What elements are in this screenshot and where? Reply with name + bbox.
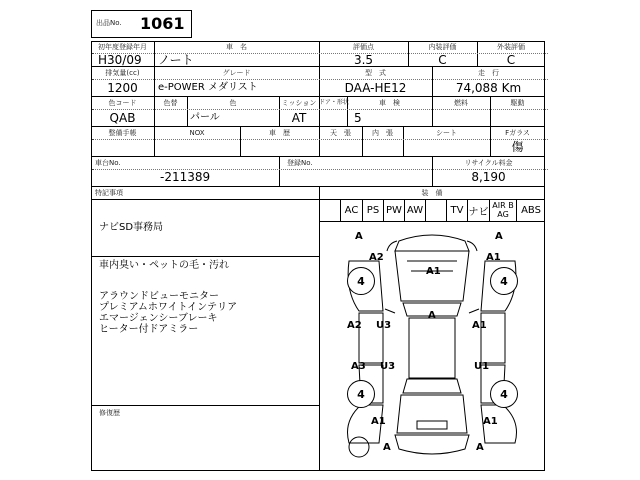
glass-label: Fガラス <box>505 129 530 137</box>
color-change-label: 色替 <box>163 99 178 107</box>
type-value: DAA-HE12 <box>344 81 407 95</box>
inspection-label: 車 検 <box>379 99 400 107</box>
damage-mark-rear-bumper-right: A <box>476 442 484 453</box>
equipment-ac: AC <box>340 199 362 221</box>
drive-label: 駆動 <box>510 99 525 107</box>
front-bumper <box>395 235 469 251</box>
score-label: 評価点 <box>353 43 374 51</box>
equipment-aw: AW <box>404 199 425 221</box>
interior-trim-label: 内 張 <box>372 129 393 137</box>
history-label: 車 歴 <box>269 129 290 137</box>
damage-mark-hood: A1 <box>426 266 441 277</box>
equipment-airbag-text: AIR BAG <box>492 201 514 219</box>
color-label: 色 <box>229 99 237 107</box>
chassis-value: -211389 <box>160 170 211 184</box>
displacement-label: 排気量(cc) <box>105 69 140 77</box>
lot-number-box <box>91 10 192 38</box>
damage-mark-roof: A <box>428 310 436 321</box>
transmission-label: ミッション <box>281 99 317 107</box>
damage-mark-left-rear-door: A3 <box>351 361 366 372</box>
tyre-rear-left: 4 <box>347 380 375 408</box>
rear-bumper <box>395 435 469 454</box>
rear-glass <box>403 379 461 393</box>
remark-line-2: 車内臭い・ペットの毛・汚れ <box>99 260 229 271</box>
seat-label: シート <box>436 129 457 137</box>
grade-label: グレード <box>222 69 251 77</box>
equipment-airbag <box>489 199 516 221</box>
damage-mark-right-rear-door: U1 <box>474 361 490 372</box>
mileage-value: 74,088 Km <box>455 81 522 95</box>
fuel-label: 燃料 <box>454 99 468 107</box>
mileage-label: 走 行 <box>478 69 499 77</box>
equipment-blank <box>425 199 446 221</box>
equipment-abs: ABS <box>516 199 545 221</box>
rear-hatch <box>397 395 467 433</box>
damage-mark-front-bumper-left: A <box>355 231 363 242</box>
tyre-rear-right: 4 <box>490 380 518 408</box>
damage-mark-front-bumper-right: A <box>495 231 503 242</box>
remark-line-4: プレミアムホワイトインテリア <box>99 302 238 313</box>
remark-line-1: ナビSD事務局 <box>99 222 164 233</box>
reg-no-label: 登録No. <box>287 159 313 167</box>
remarks-label: 特記事項 <box>95 189 123 197</box>
damage-mark-left-front-door: A2 <box>347 320 362 331</box>
score-value: 3.5 <box>353 53 374 67</box>
remark-line-3: アラウンドビューモニター <box>99 291 219 302</box>
ceiling-label: 天 張 <box>330 129 351 137</box>
manual-label: 整備手帳 <box>108 129 137 137</box>
doors-label: ドア・形状 <box>319 99 349 106</box>
model-value: ノート <box>158 53 194 67</box>
model-label: 車 名 <box>226 43 247 51</box>
type-label: 型 式 <box>365 69 386 77</box>
damage-mark-right-rear-quarter: A1 <box>483 416 498 427</box>
damage-mark-rear-bumper-left: A <box>383 442 391 453</box>
displacement-value: 1200 <box>107 81 138 95</box>
tyre-front-right: 4 <box>490 267 518 295</box>
color-value: パール <box>190 112 220 123</box>
color-code-label: 色コード <box>108 99 137 107</box>
car-diagram <box>319 221 545 471</box>
first-reg-label: 初年度登録年月 <box>98 43 147 51</box>
chassis-label: 車台No. <box>95 159 121 167</box>
damage-mark-left-rear-door-2: U3 <box>380 361 396 372</box>
first-reg-value: H30/09 <box>98 53 142 67</box>
equipment-pw: PW <box>383 199 404 221</box>
damage-mark-right-front-door: A1 <box>472 320 487 331</box>
damage-mark-left-front-door-2: U3 <box>376 320 392 331</box>
roof <box>409 318 455 378</box>
equipment-label: 装 備 <box>421 189 443 197</box>
remark-line-6: ヒーター付ドアミラー <box>99 324 199 335</box>
lot-number-label: 出品No. <box>96 19 122 27</box>
interior-grade-value: C <box>438 53 447 67</box>
repair-history-label: 修復歴 <box>99 409 120 417</box>
lot-number: 1061 <box>140 14 185 33</box>
equipment-navi: ナビ <box>467 199 489 221</box>
tyre-front-left: 4 <box>347 267 375 295</box>
equipment-tv: TV <box>446 199 467 221</box>
color-code-value: QAB <box>109 111 136 125</box>
damage-mark-left-fender: A2 <box>369 252 384 263</box>
interior-grade-label: 内装評価 <box>428 43 457 51</box>
nox-label: NOX <box>189 129 205 137</box>
exterior-grade-value: C <box>506 53 516 67</box>
transmission-value: AT <box>291 111 307 125</box>
damage-mark-left-rear-quarter: A1 <box>371 416 386 427</box>
recycle-label: リサイクル料金 <box>464 159 513 167</box>
grade-value: e-POWER メダリスト <box>158 82 258 93</box>
equipment-ps: PS <box>362 199 383 221</box>
damage-mark-right-fender: A1 <box>486 252 501 263</box>
glass-value: 傷 <box>511 140 524 154</box>
doors-value: 5 <box>354 111 362 125</box>
exterior-grade-label: 外装評価 <box>497 43 525 51</box>
recycle-value: 8,190 <box>471 170 506 184</box>
remark-line-5: エマージェンシーブレーキ <box>99 313 218 324</box>
